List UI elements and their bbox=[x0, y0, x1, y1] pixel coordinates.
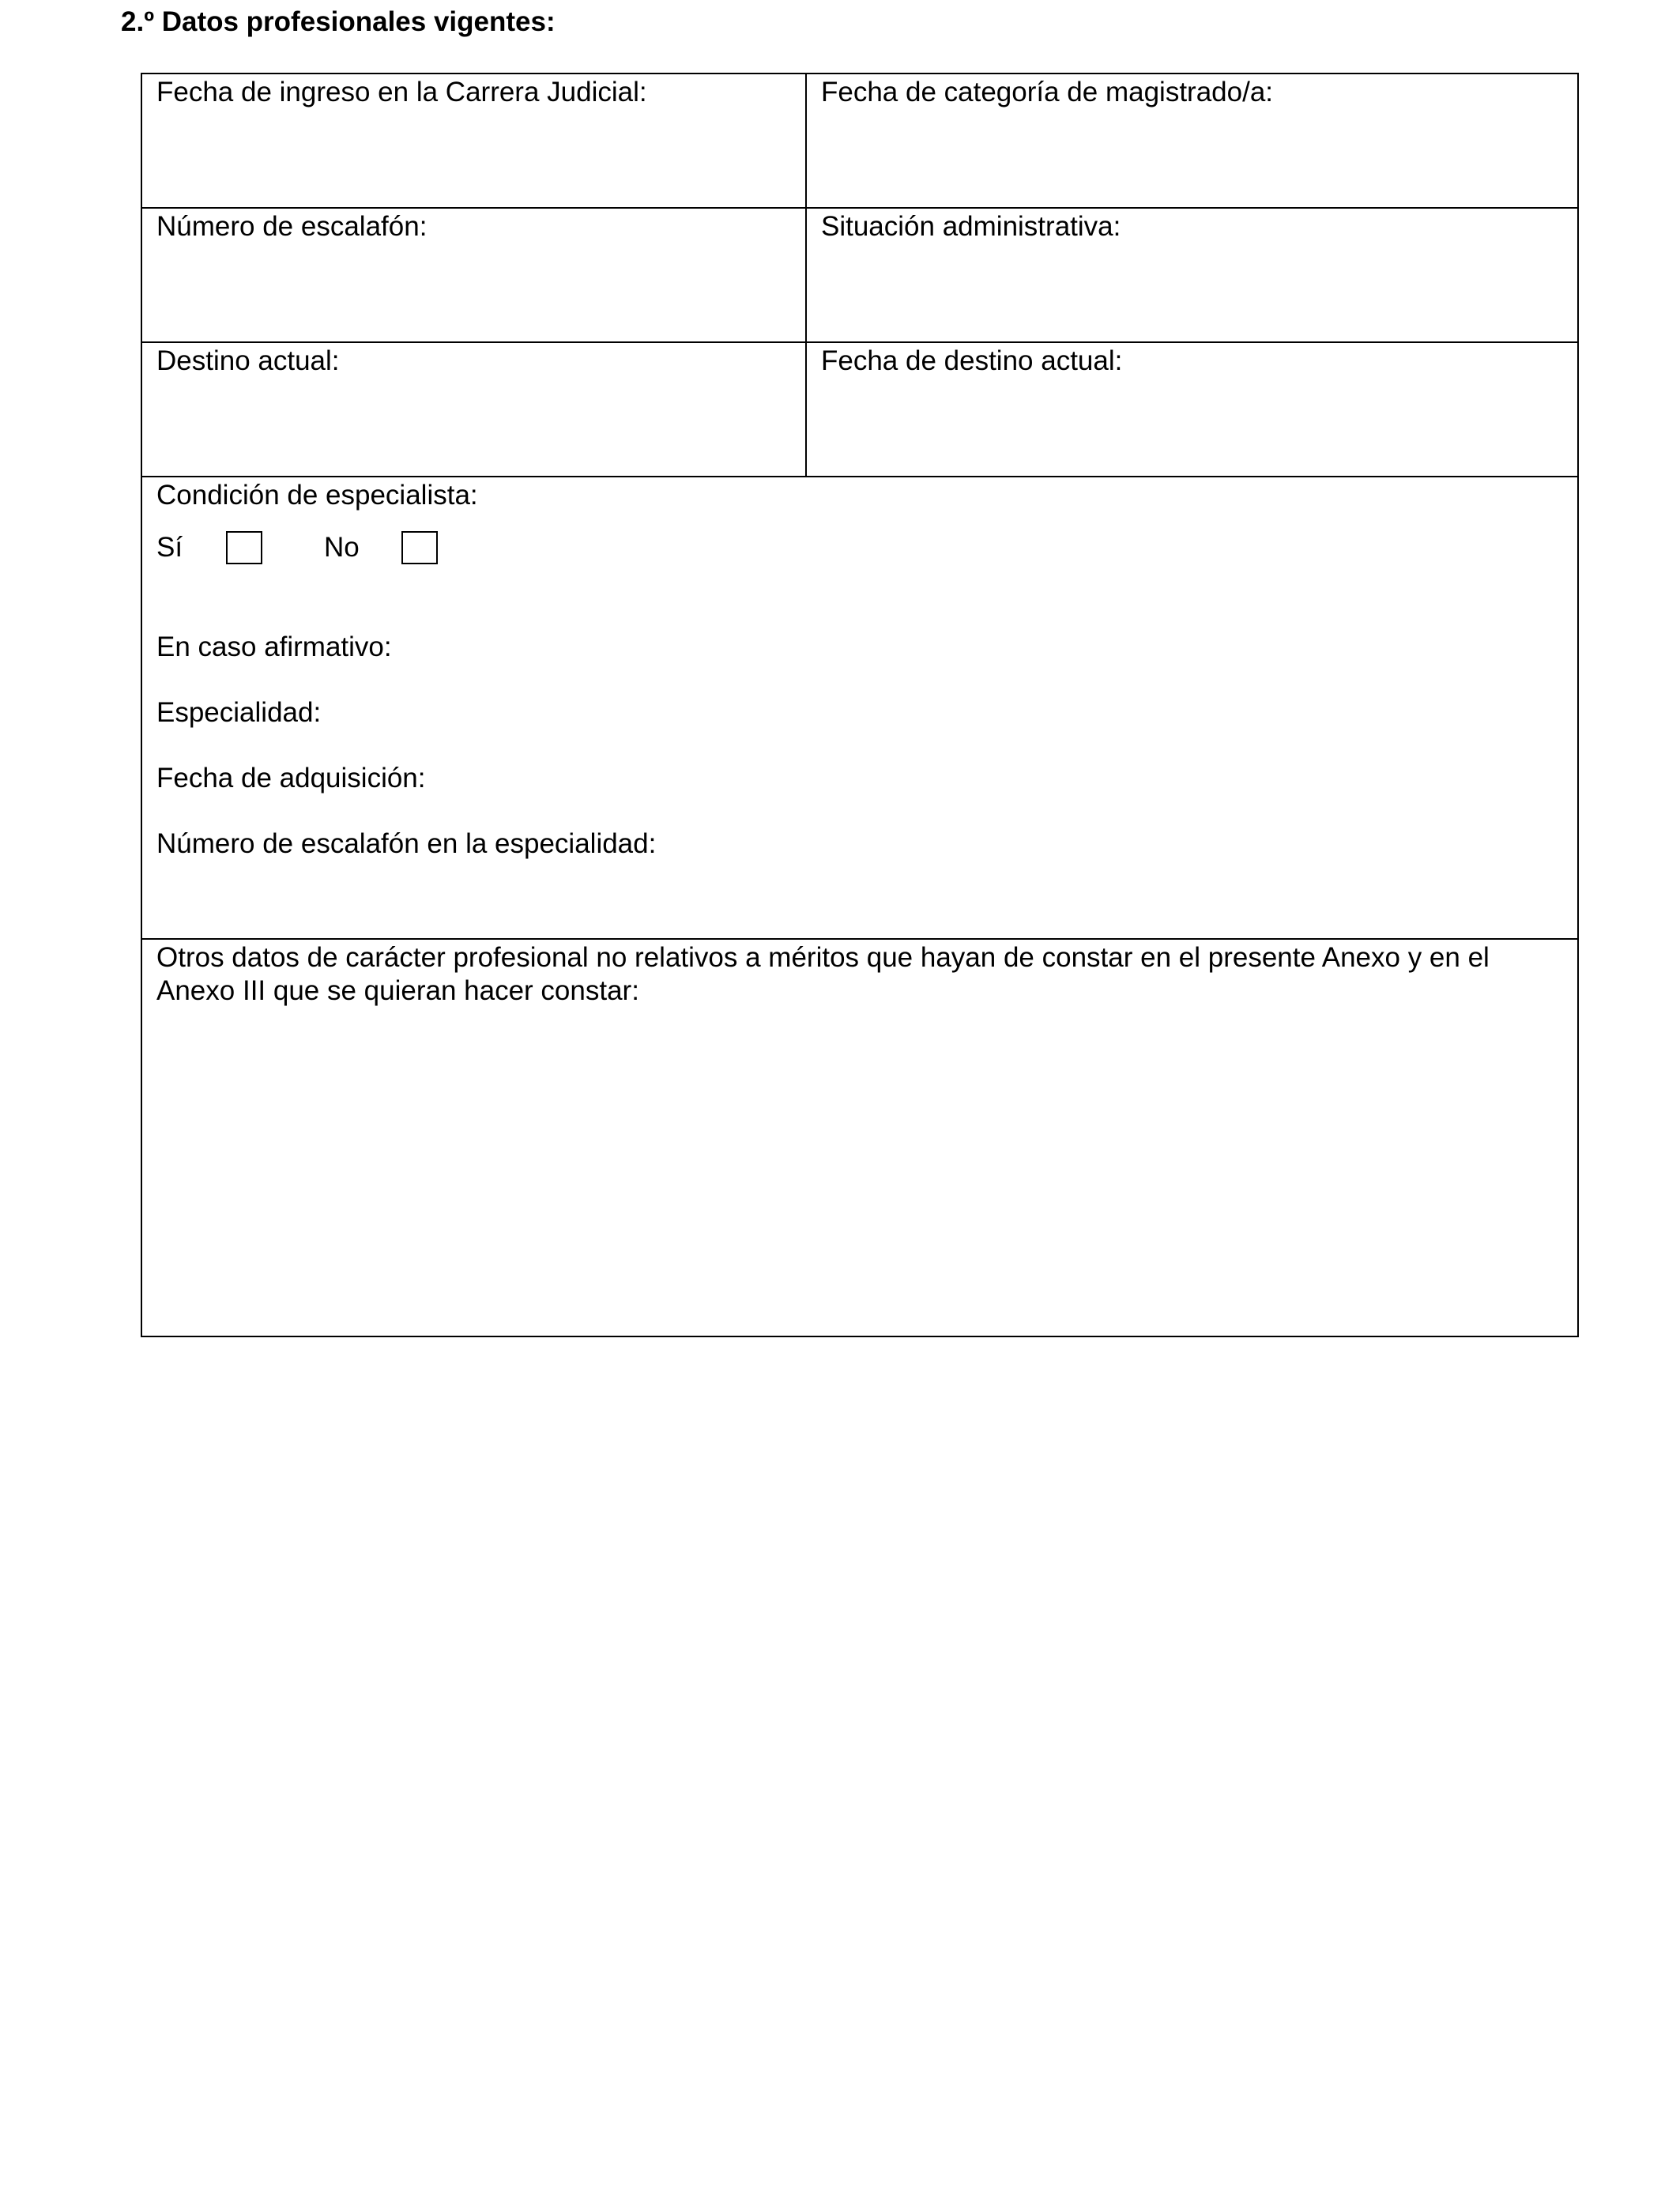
field-fecha-categoria[interactable] bbox=[806, 74, 1578, 208]
especialista-heading: Condición de especialista: bbox=[156, 480, 478, 511]
field-destino-actual[interactable] bbox=[141, 342, 806, 477]
field-fecha-destino[interactable] bbox=[806, 342, 1578, 477]
field-label: Fecha de categoría de magistrado/a: bbox=[821, 77, 1274, 107]
field-label: Destino actual: bbox=[156, 345, 340, 376]
field-situacion-administrativa[interactable] bbox=[806, 208, 1578, 342]
especialista-options bbox=[156, 530, 1563, 566]
otros-datos-label: Otros datos de carácter profesional no relativos a méritos que hayan de constar en el presente Anexo y en el Anexo III que se quieran hacer constar: bbox=[156, 942, 1490, 1006]
field-numero-escalafon[interactable] bbox=[141, 208, 806, 342]
checkbox-no[interactable] bbox=[401, 531, 438, 564]
field-otros-datos[interactable] bbox=[141, 939, 1578, 1336]
especialista-section bbox=[141, 477, 1578, 939]
field-fecha-adquisicion[interactable]: Fecha de adquisición: bbox=[156, 763, 426, 794]
form-row-escalafon bbox=[141, 208, 1578, 342]
field-label: Número de escalafón: bbox=[156, 211, 428, 242]
form-row-otros bbox=[141, 939, 1578, 1336]
checkbox-si[interactable] bbox=[226, 531, 262, 564]
form-row-especialista bbox=[141, 477, 1578, 939]
field-especialidad[interactable]: Especialidad: bbox=[156, 697, 322, 728]
field-label: Situación administrativa: bbox=[821, 211, 1121, 242]
professional-data-form bbox=[141, 73, 1579, 1337]
section-title: 2.º Datos profesionales vigentes: bbox=[121, 6, 556, 37]
field-fecha-ingreso[interactable] bbox=[141, 74, 806, 208]
caso-afirmativo-label: En caso afirmativo: bbox=[156, 631, 392, 662]
form-row-destino bbox=[141, 342, 1578, 477]
option-si-label: Sí bbox=[156, 532, 183, 563]
field-label: Fecha de destino actual: bbox=[821, 345, 1123, 376]
field-label: Fecha de ingreso en la Carrera Judicial: bbox=[156, 77, 647, 107]
field-numero-escalafon-especialidad[interactable]: Número de escalafón en la especialidad: bbox=[156, 828, 657, 859]
form-row-ingreso bbox=[141, 74, 1578, 208]
option-no-label: No bbox=[324, 532, 360, 563]
